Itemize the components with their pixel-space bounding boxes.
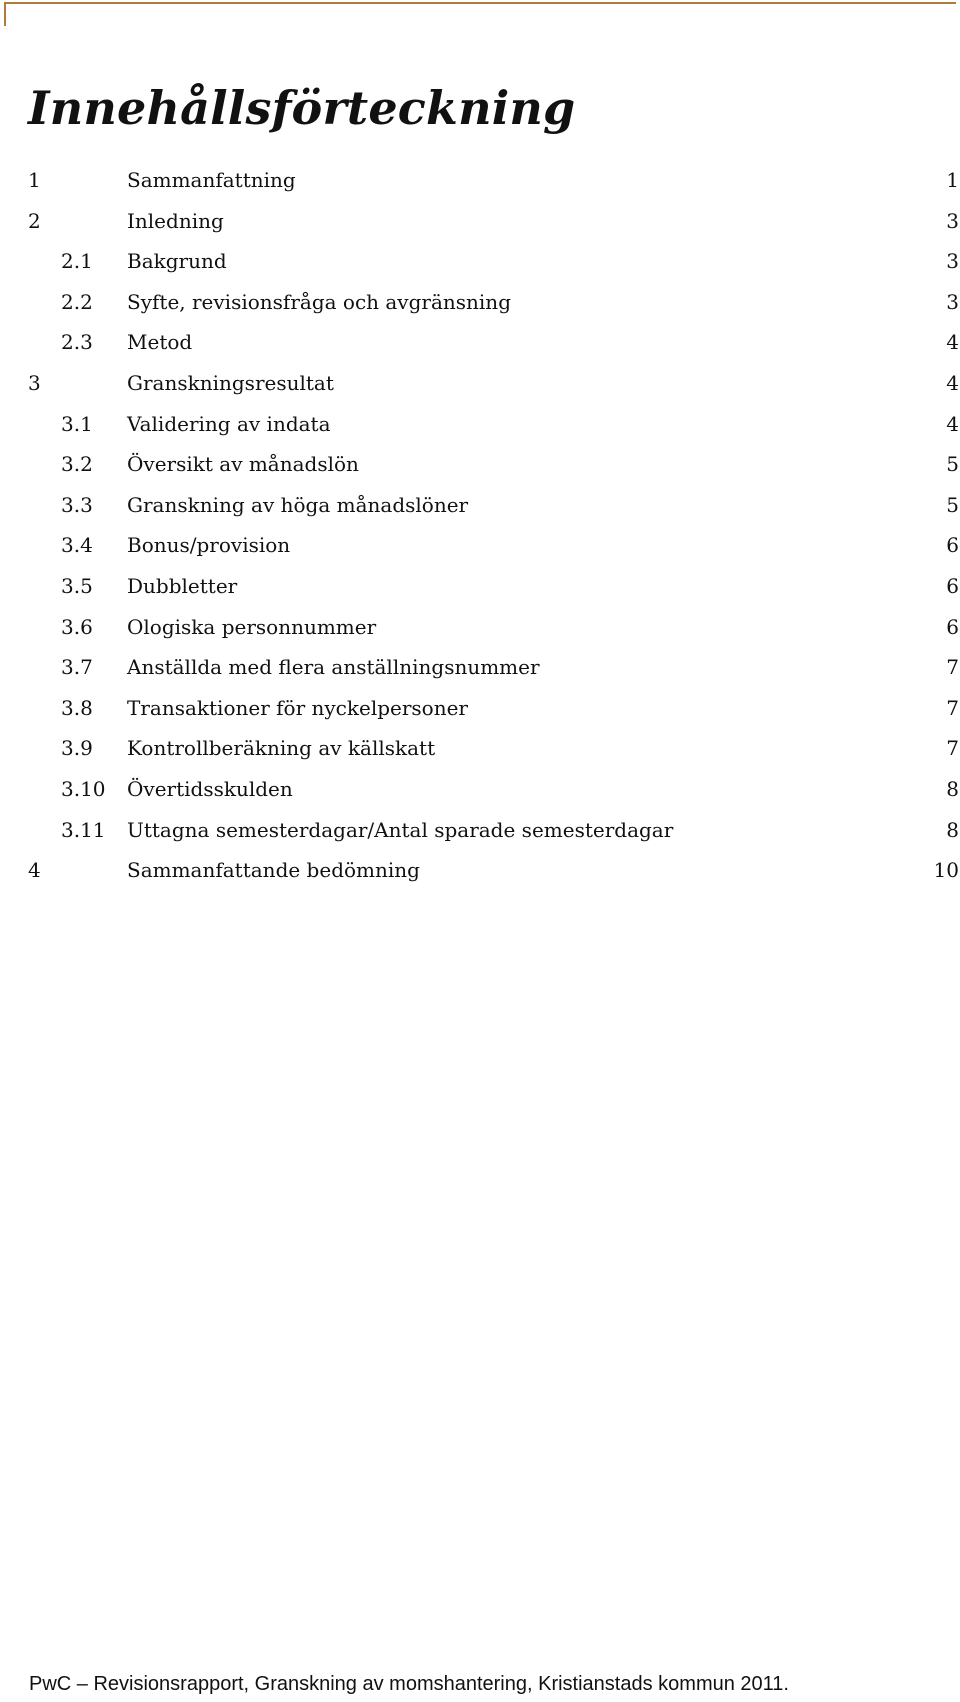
toc-entry-page-number[interactable]: 7	[946, 736, 959, 761]
toc-entry-number: 2	[28, 208, 41, 233]
toc-entry-title[interactable]: Transaktioner för nyckelpersoner	[127, 695, 468, 720]
toc-entry-number: 3.10	[61, 776, 106, 801]
toc-entry[interactable]	[0, 566, 960, 607]
toc-entry-title[interactable]: Syfte, revisionsfråga och avgränsning	[127, 289, 511, 314]
toc-entry-page-number[interactable]: 7	[946, 695, 959, 720]
toc-entry-page-number[interactable]: 6	[946, 533, 959, 558]
toc-entry-page-number[interactable]: 3	[946, 249, 959, 274]
toc-entry-number: 3.8	[61, 695, 93, 720]
toc-entry-page-number[interactable]: 4	[946, 370, 959, 395]
toc-entry-number: 2.3	[61, 330, 93, 355]
toc-entry-page-number[interactable]: 6	[946, 614, 959, 639]
toc-entry[interactable]	[0, 485, 960, 526]
page-footer: PwC – Revisionsrapport, Granskning av momshantering, Kristianstads kommun 2011.	[29, 1673, 789, 1695]
toc-entry-title[interactable]: Granskningsresultat	[127, 370, 334, 395]
toc-entry-page-number[interactable]: 4	[946, 411, 959, 436]
toc-entry[interactable]	[0, 525, 960, 566]
toc-entry-page-number[interactable]: 3	[946, 208, 959, 233]
toc-entry-title[interactable]: Anställda med flera anställningsnummer	[127, 655, 540, 680]
toc-entry-number: 3.7	[61, 655, 93, 680]
toc-entry-number: 3.5	[61, 573, 93, 598]
toc-entry-number: 3.1	[61, 411, 93, 436]
toc-entry-number: 3.11	[61, 817, 106, 842]
toc-entry-page-number[interactable]: 1	[946, 168, 959, 192]
toc-entry-number: 3.3	[61, 492, 93, 517]
toc-entry-number: 3.4	[61, 533, 93, 558]
toc-entry-number: 3	[28, 370, 41, 395]
toc-entry[interactable]	[0, 607, 960, 648]
toc-entry[interactable]	[0, 647, 960, 688]
toc-entry-number: 3.6	[61, 614, 93, 639]
toc-entry[interactable]	[0, 810, 960, 851]
toc-entry[interactable]	[0, 688, 960, 729]
toc-entry-number: 3.2	[61, 452, 93, 477]
toc-entry-page-number[interactable]: 5	[946, 452, 959, 477]
toc-entry-title[interactable]: Dubbletter	[127, 573, 238, 598]
toc-entry-title[interactable]: Inledning	[127, 208, 224, 233]
page-title: Innehållsförteckning	[28, 81, 576, 135]
toc-entry-page-number[interactable]: 6	[946, 573, 959, 598]
toc-entry[interactable]	[0, 241, 960, 282]
page-corner-rule-top	[4, 2, 956, 4]
toc-entry-number: 2.1	[61, 249, 93, 274]
toc-entry-title[interactable]: Bakgrund	[127, 249, 227, 274]
toc-entry-title[interactable]: Övertidsskulden	[127, 776, 293, 801]
table-of-contents	[0, 160, 960, 891]
toc-entry-title[interactable]: Översikt av månadslön	[127, 452, 359, 477]
toc-entry[interactable]	[0, 322, 960, 363]
toc-entry[interactable]	[0, 769, 960, 810]
toc-entry-number: 2.2	[61, 289, 93, 314]
toc-entry-title[interactable]: Sammanfattande bedömning	[127, 858, 420, 883]
toc-entry[interactable]	[0, 850, 960, 891]
toc-entry-title[interactable]: Granskning av höga månadslöner	[127, 492, 469, 517]
toc-entry[interactable]	[0, 282, 960, 323]
toc-entry-number: 3.9	[61, 736, 93, 761]
toc-entry-page-number[interactable]: 8	[946, 817, 959, 842]
toc-entry-title[interactable]: Metod	[127, 330, 193, 355]
toc-entry-page-number[interactable]: 5	[946, 492, 959, 517]
toc-entry[interactable]	[0, 404, 960, 445]
toc-entry-page-number[interactable]: 10	[933, 858, 959, 883]
toc-entry-number: 1	[28, 168, 41, 192]
toc-entry-title[interactable]: Sammanfattning	[127, 168, 296, 192]
toc-entry[interactable]	[0, 201, 960, 242]
toc-entry-page-number[interactable]: 3	[946, 289, 959, 314]
toc-entry-title[interactable]: Validering av indata	[127, 411, 331, 436]
toc-entry-page-number[interactable]: 7	[946, 655, 959, 680]
toc-entry-page-number[interactable]: 4	[946, 330, 959, 355]
page-corner-rule-left	[4, 2, 6, 26]
toc-entry[interactable]	[0, 160, 960, 201]
toc-entry-title[interactable]: Bonus/provision	[127, 533, 291, 558]
toc-entry[interactable]	[0, 444, 960, 485]
toc-entry-title[interactable]: Kontrollberäkning av källskatt	[127, 736, 436, 761]
toc-entry-number: 4	[28, 858, 41, 883]
toc-entry-title[interactable]: Uttagna semesterdagar/Antal sparade semesterdagar	[127, 817, 674, 842]
toc-entry[interactable]	[0, 363, 960, 404]
toc-entry-title[interactable]: Ologiska personnummer	[127, 614, 377, 639]
toc-entry-page-number[interactable]: 8	[946, 776, 959, 801]
toc-entry[interactable]	[0, 728, 960, 769]
